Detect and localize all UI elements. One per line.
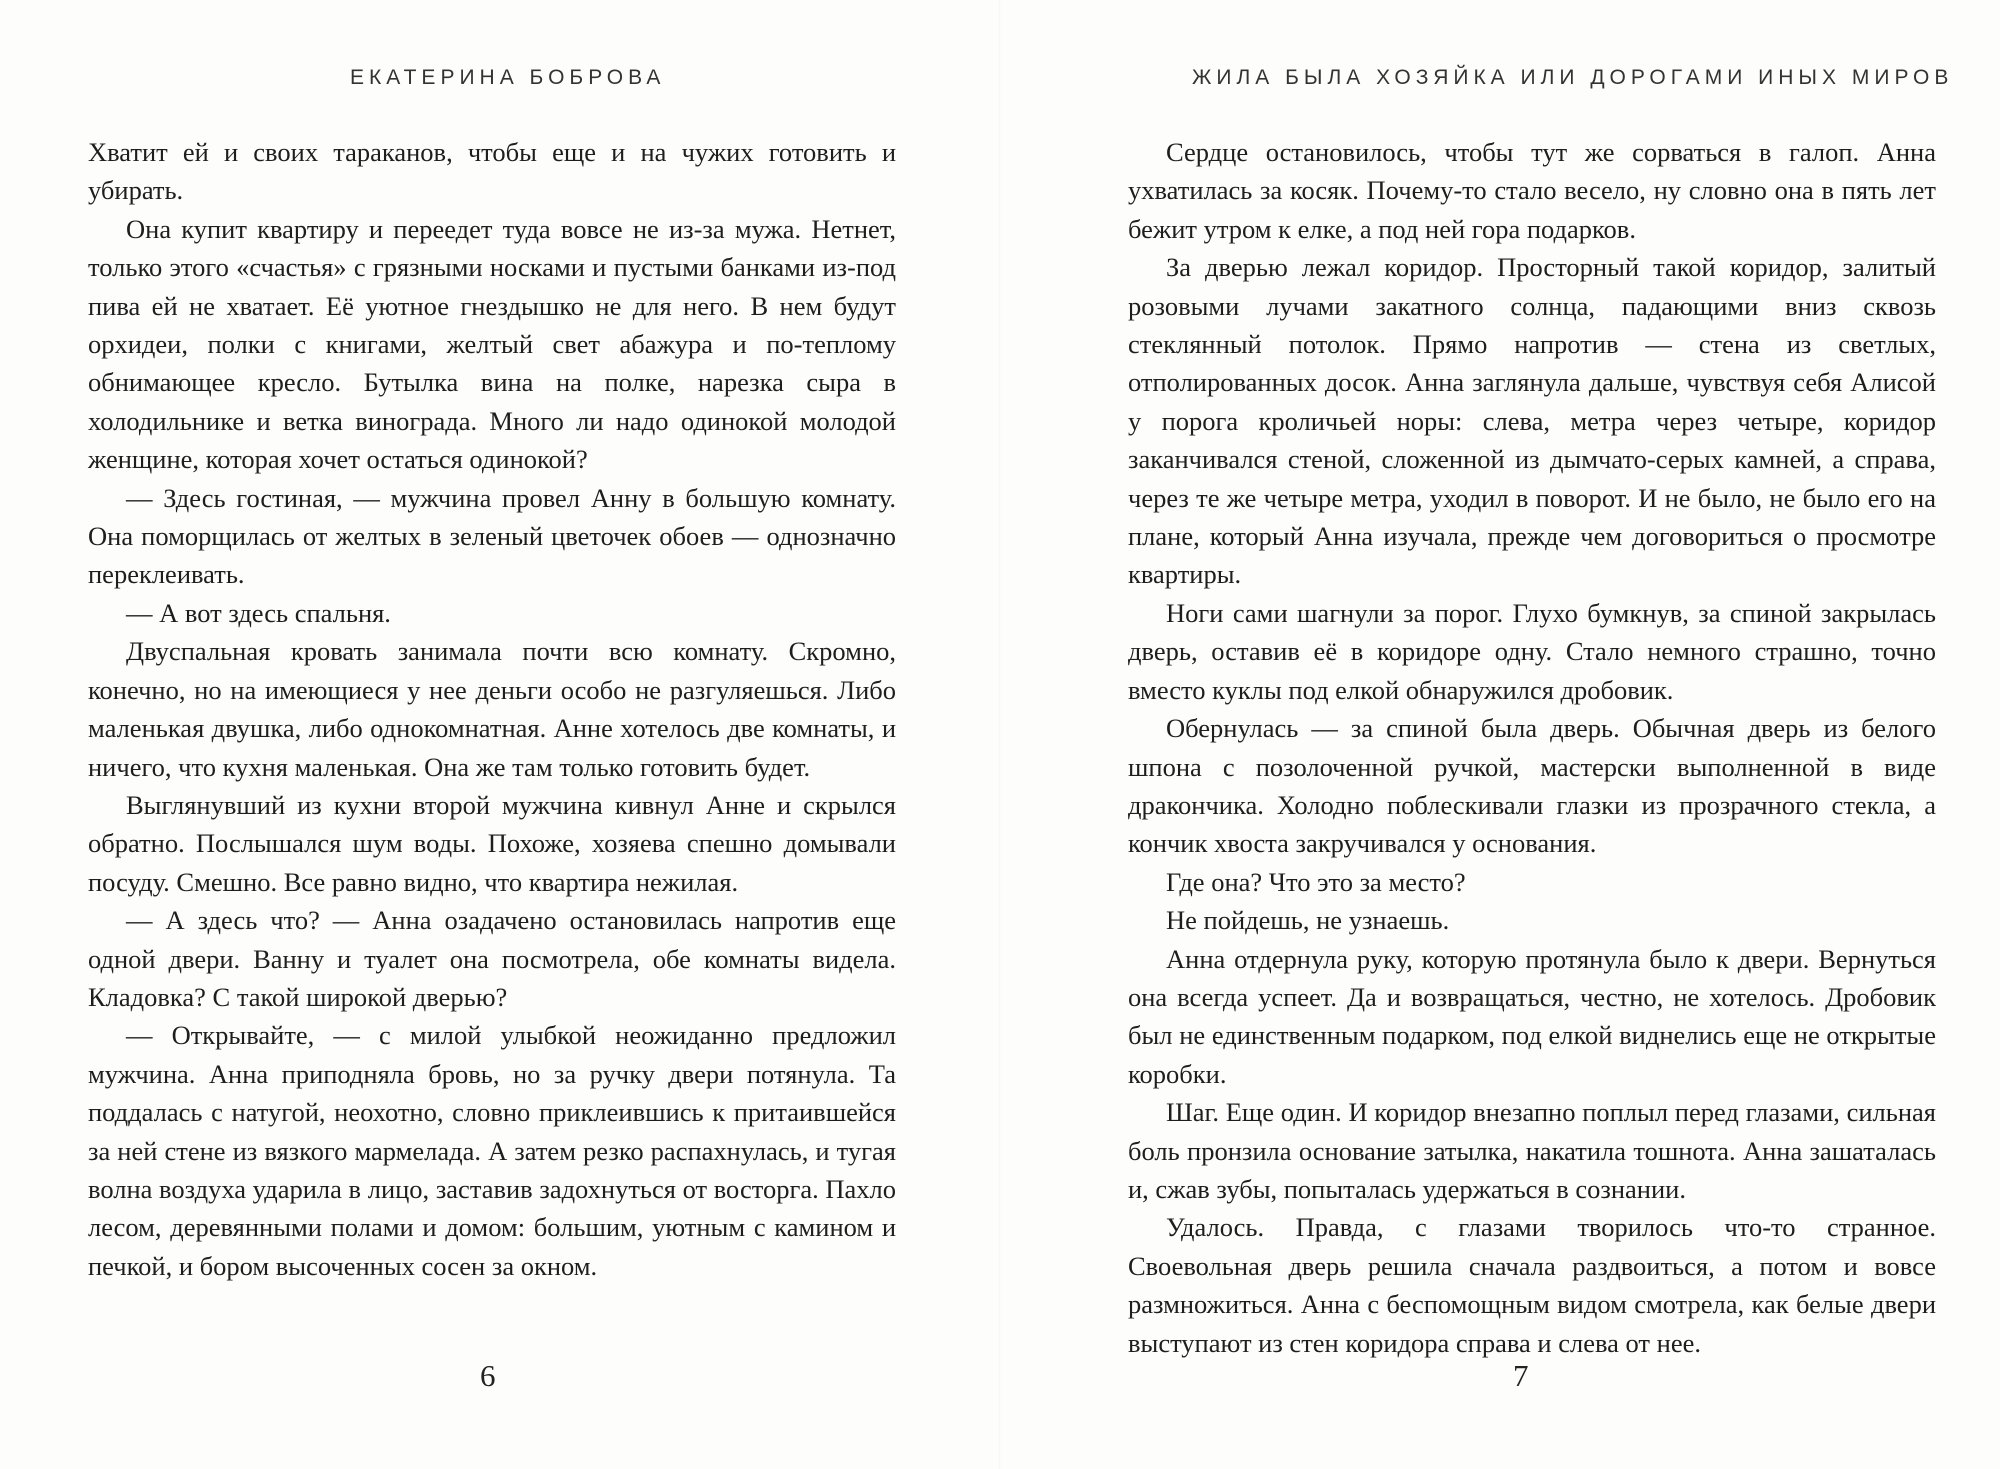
paragraph: Обернулась — за спиной была дверь. Обычная дверь из белого шпона с позолоченной ручкой, мастерски выполненной в виде дракончика. Холодно поблескивали глазки из прозрачного стекла, а кончик хвоста закручивался у основания. — [1128, 713, 1936, 859]
paragraph: — Открывайте, — с милой улыбкой неожиданно предложил мужчина. Анна приподняла бровь, но за ручку двери потянула. Та поддалась с натугой, неохотно, словно приклеившись к притаившейся за ней стене из вязкого мармелада. А затем резко распахнулась, и тугая волна воздуха ударила в лицо, заставив задохнуться от восторга. Пахло лесом, деревянными полами и домом: большим, уютным с камином и печкой, и бором высоченных сосен за окном. — [88, 1020, 896, 1281]
running-head-author: ЕКАТЕРИНА БОБРОВА — [350, 66, 666, 89]
paragraph: Удалось. Правда, с глазами творилось что-то странное. Своевольная дверь решила сначала раздвоиться, а потом и вовсе размножиться. Анна с беспомощным видом смотрела, как белые двери выступают из стен коридора справа и слева от нее. — [1128, 1212, 1936, 1358]
paragraph: Не пойдешь, не узнаешь. — [1166, 905, 1450, 936]
paragraph: — А здесь что? — Анна озадачено остановилась напротив еще одной двери. Ванну и туалет она посмотрела, обе комнаты видела. Кладовка? С такой широкой дверью? — [88, 905, 896, 1012]
running-head-title: ЖИЛА БЫЛА ХОЗЯЙКА ИЛИ ДОРОГАМИ ИНЫХ МИРОВ — [1192, 66, 1954, 89]
paragraph: Хватит ей и своих тараканов, чтобы еще и на чужих готовить и убирать. — [88, 137, 896, 206]
paragraph: — А вот здесь спальня. — [126, 597, 391, 628]
paragraph: Двуспальная кровать занимала почти всю комнату. Скромно, конечно, но на имеющиеся у нее деньги особо не разгуляешься. Либо маленькая двушка, либо однокомнатная. Анне хотелось две комнаты, и ничего, что кухня маленькая. Она же там только готовить будет. — [88, 636, 896, 782]
right-page-body — [1128, 133, 1936, 1362]
page-number: 7 — [1513, 1358, 1529, 1393]
paragraph: — Здесь гостиная, — мужчина провел Анну в большую комнату. Она поморщилась от желтых в зеленый цветочек обоев — однозначно переклеивать. — [88, 482, 896, 590]
page-number: 6 — [480, 1358, 496, 1393]
paragraph: Сердце остановилось, чтобы тут же сорваться в галоп. Анна ухватилась за косяк. Почему-то стало весело, ну словно она в пять лет бежит утром к елке, а под ней гора подарков. — [1128, 137, 1936, 244]
paragraph: Шаг. Еще один. И коридор внезапно поплыл перед глазами, сильная боль пронзила основание затылка, накатила тошнота. Анна зашаталась и, сжав зубы, попыталась удержаться в сознании. — [1128, 1097, 1936, 1204]
paragraph: Ноги сами шагнули за порог. Глухо бумкнув, за спиной закрылась дверь, оставив её в коридоре одну. Стало немного страшно, точно вместо куклы под елкой обнаружился дробовик. — [1128, 597, 1936, 705]
paragraph: Анна отдернула руку, которую протянула было к двери. Вернуться она всегда успеет. Да и возвращаться, честно, не хотелось. Дробовик был не единственным подарком, под елкой виднелись еще не открытые коробки. — [1128, 943, 1936, 1089]
paragraph: За дверью лежал коридор. Просторный такой коридор, залитый розовыми лучами закатного солнца, падающими вниз сквозь стеклянный потолок. Прямо напротив — стена из светлых, отполированных досок. Анна заглянула дальше, чувствуя себя Алисой у порога кроличьей норы: слева, метра через четыре, коридор заканчивался стеной, сложенной из дымчато-серых камней, а справа, через те же четыре метра, уходил в поворот. И не было, не было его на плане, который Анна изучала, прежде чем договориться о просмотре квартиры. — [1128, 252, 1936, 590]
right-page — [1000, 0, 2000, 1469]
paragraph: Она купит квартиру и переедет туда вовсе не из-за мужа. Нетнет, только этого «счастья» с грязными носками и пустыми банками из-под пива ей не хватает. Её уютное гнездышко не для него. В нем будут орхидеи, полки с книгами, желтый свет абажура и по-теплому обнимающее кресло. Бутылка вина на полке, нарезка сыра в холодильнике и ветка винограда. Много ли надо одинокой молодой женщине, которая хочет остаться одинокой? — [88, 213, 896, 475]
left-page-body — [88, 133, 896, 1285]
paragraph: Выглянувший из кухни второй мужчина кивнул Анне и скрылся обратно. Послышался шум воды. Похоже, хозяева спешно домывали посуду. Смешно. Все равно видно, что квартира нежилая. — [88, 789, 896, 897]
paragraph: Где она? Что это за место? — [1166, 866, 1466, 897]
